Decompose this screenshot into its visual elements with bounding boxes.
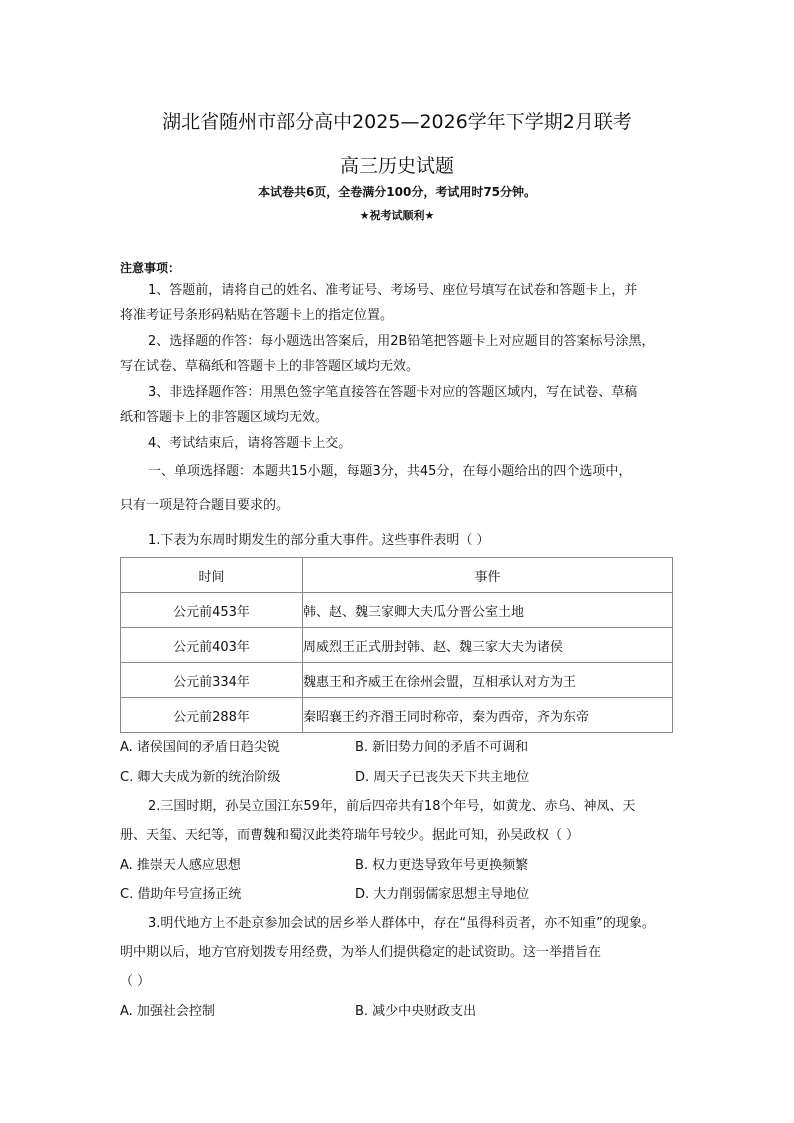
q2-option-d: D. 大力削弱儒家思想主导地位 (355, 887, 530, 902)
table-cell-time: 公元前453年 (121, 593, 303, 628)
exam-subtitle: 高三历史试题 (339, 155, 454, 177)
table-header-row (121, 558, 673, 593)
table-row (121, 593, 673, 628)
section-heading: 一、单项选择题：本题共15小题，每题3分，共45分，在每小题给出的四个选项中， (148, 464, 632, 479)
q1-option-a: A. 诸侯国间的矛盾日趋尖锐 (120, 740, 280, 755)
q2-option-a: A. 推崇天人感应思想 (120, 858, 241, 873)
q2-option-c: C. 借助年号宣扬正统 (120, 887, 242, 902)
exam-title: 湖北省随州市部分高中2025—2026学年下学期2月联考 (162, 111, 632, 133)
question-3-answer-paren: （ ） (120, 974, 151, 989)
question-3-stem: 3.明代地方上不赴京参加会试的居乡举人群体中，存在“虽得科贡者，亦不知重”的现象。 (148, 916, 655, 931)
table-cell-event: 韩、赵、魏三家卿大夫瓜分晋公室土地 (303, 593, 673, 628)
table-cell-time: 公元前334年 (121, 663, 303, 698)
note-line: 将准考证号条形码粘贴在答题卡上的指定位置。 (120, 308, 394, 323)
section-heading-cont: 只有一项是符合题目要求的。 (120, 498, 290, 513)
q1-option-b: B. 新旧势力间的矛盾不可调和 (355, 740, 529, 755)
q3-option-a: A. 加强社会控制 (120, 1004, 215, 1019)
exam-info: 本试卷共6页，全卷满分100分，考试用时75分钟。 (257, 185, 537, 199)
table-row (121, 663, 673, 698)
table-header-time: 时间 (121, 558, 303, 593)
question-3-stem-cont: 明中期以后，地方官府划拨专用经费，为举人们提供稳定的赴试资助。这一举措旨在 (120, 945, 602, 960)
question-1-stem: 1.下表为东周时期发生的部分重大事件。这些事件表明（ ） (148, 533, 490, 548)
table-row (121, 698, 673, 733)
note-line: 纸和答题卡上的非答题区域均无效。 (120, 410, 329, 425)
question-2-stem-cont: 册、天玺、天纪等，而曹魏和蜀汉此类符瑞年号较少。据此可知，孙吴政权（ ） (120, 828, 580, 843)
table-header-event: 事件 (303, 558, 673, 593)
table-cell-event: 魏惠王和齐威王在徐州会盟，互相承认对方为王 (303, 663, 673, 698)
note-line: 2、选择题的作答：每小题选出答案后，用2B铅笔把答题卡上对应题目的答案标号涂黑， (148, 334, 655, 349)
q2-option-b: B. 权力更迭导致年号更换频繁 (355, 858, 529, 873)
note-line: 3、非选择题作答：用黑色签字笔直接答在答题卡对应的答题区域内，写在试卷、草稿 (148, 385, 638, 400)
question-2-stem: 2.三国时期，孙吴立国江东59年，前后四帝共有18个年号，如黄龙、赤乌、神凤、天 (148, 799, 636, 814)
events-table (120, 557, 673, 733)
q1-option-c: C. 卿大夫成为新的统治阶级 (120, 770, 281, 785)
table-row (121, 628, 673, 663)
table-cell-time: 公元前288年 (121, 698, 303, 733)
q3-option-b: B. 减少中央财政支出 (355, 1004, 477, 1019)
table-cell-event: 秦昭襄王约齐湣王同时称帝，秦为西帝，齐为东帝 (303, 698, 673, 733)
note-line: 4、考试结束后，请将答题卡上交。 (148, 436, 352, 451)
table-cell-event: 周威烈王正式册封韩、赵、魏三家大夫为诸侯 (303, 628, 673, 663)
note-line: 写在试卷、草稿纸和答题卡上的非答题区域均无效。 (120, 359, 420, 374)
exam-wish: ★祝考试顺利★ (359, 209, 435, 222)
q1-option-d: D. 周天子已丧失天下共主地位 (355, 770, 530, 785)
table-cell-time: 公元前403年 (121, 628, 303, 663)
notes-heading: 注意事项： (120, 261, 181, 275)
note-line: 1、答题前，请将自己的姓名、准考证号、考场号、座位号填写在试卷和答题卡上，并 (148, 283, 638, 298)
